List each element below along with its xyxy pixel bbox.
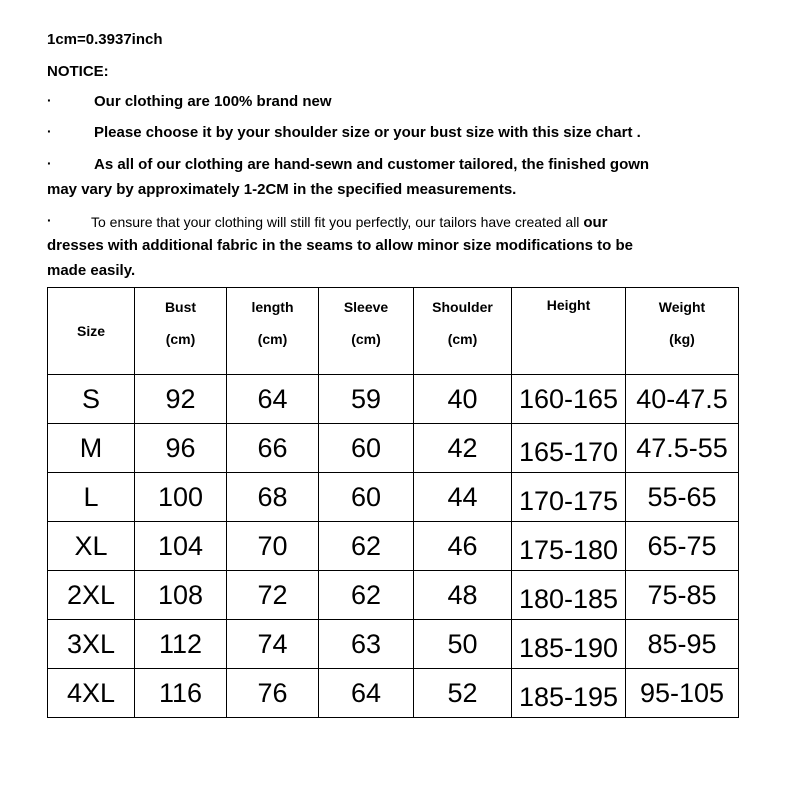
cell-height-value: 185-190 <box>518 633 619 663</box>
cell-weight: 95-105 <box>626 669 739 718</box>
cell-height <box>512 620 626 669</box>
cell-shoulder: 52 <box>414 669 512 718</box>
table-row <box>48 375 739 424</box>
header-size <box>48 288 135 375</box>
cell-shoulder: 42 <box>414 424 512 473</box>
cell-weight: 40-47.5 <box>626 375 739 424</box>
bullet-1: · <box>47 92 52 108</box>
cell-size: 2XL <box>48 571 135 620</box>
header-sleeve <box>319 288 414 375</box>
table-row <box>48 620 739 669</box>
cell-sleeve: 62 <box>319 571 414 620</box>
notice-item-4-bold: our <box>583 214 608 231</box>
cell-length: 68 <box>227 473 319 522</box>
cell-sleeve: 60 <box>319 473 414 522</box>
notice-item-4-line2: dresses with additional fabric in the seams to allow minor size modifications to be <box>47 237 633 254</box>
cell-length: 70 <box>227 522 319 571</box>
cell-length: 74 <box>227 620 319 669</box>
cell-shoulder: 46 <box>414 522 512 571</box>
cell-bust: 108 <box>135 571 227 620</box>
cell-height-value: 180-185 <box>518 584 619 614</box>
cell-height-value: 175-180 <box>518 535 619 565</box>
cell-weight: 47.5-55 <box>626 424 739 473</box>
cell-bust: 116 <box>135 669 227 718</box>
cell-sleeve: 62 <box>319 522 414 571</box>
cell-length: 64 <box>227 375 319 424</box>
table-row <box>48 473 739 522</box>
header-shoulder-unit: (cm) <box>447 331 478 347</box>
notice-item-3: As all of our clothing are hand-sewn and customer tailored, the finished gown <box>94 156 650 173</box>
cell-size: 3XL <box>48 620 135 669</box>
cell-shoulder: 50 <box>414 620 512 669</box>
cell-size: M <box>48 424 135 473</box>
header-weight <box>626 288 739 375</box>
header-shoulder-label: Shoulder <box>432 299 493 315</box>
cell-height <box>512 522 626 571</box>
header-sleeve-label: Sleeve <box>343 299 389 315</box>
cell-size: S <box>48 375 135 424</box>
header-sleeve-unit: (cm) <box>351 331 381 347</box>
bullet-3: · <box>47 155 52 171</box>
cell-length: 66 <box>227 424 319 473</box>
cell-bust: 104 <box>135 522 227 571</box>
notice-item-3-cont: may vary by approximately 1-2CM in the specified measurements. <box>47 181 517 198</box>
cell-weight: 85-95 <box>626 620 739 669</box>
cell-height: 160-165 <box>512 375 626 424</box>
table-row <box>48 669 739 718</box>
cell-sleeve: 64 <box>319 669 414 718</box>
cell-bust: 112 <box>135 620 227 669</box>
header-length-unit: (cm) <box>257 331 288 347</box>
notice-item-4 <box>91 213 607 232</box>
header-shoulder <box>414 288 512 375</box>
cell-bust: 96 <box>135 424 227 473</box>
cell-height <box>512 473 626 522</box>
table-row <box>48 571 739 620</box>
cell-bust: 92 <box>135 375 227 424</box>
header-size-label: Size <box>76 323 105 339</box>
bullet-2: · <box>47 123 52 139</box>
header-bust-label: Bust <box>164 299 197 315</box>
header-length-label: length <box>251 299 294 315</box>
header-weight-label: Weight <box>658 299 706 315</box>
table-row <box>48 522 739 571</box>
table-header-row <box>48 288 739 375</box>
notice-item-2: Please choose it by your shoulder size or your bust size with this size chart . <box>94 124 641 141</box>
cell-size: XL <box>48 522 135 571</box>
header-height-label: Height <box>546 297 591 313</box>
cell-sleeve: 59 <box>319 375 414 424</box>
cell-shoulder: 48 <box>414 571 512 620</box>
size-chart-table <box>47 287 739 718</box>
cell-height-value: 170-175 <box>518 486 619 516</box>
cell-shoulder: 44 <box>414 473 512 522</box>
cell-size: L <box>48 473 135 522</box>
header-bust-unit: (cm) <box>165 331 196 347</box>
cell-height <box>512 424 626 473</box>
cell-height-value: 185-195 <box>518 682 619 712</box>
cell-shoulder: 40 <box>414 375 512 424</box>
notice-item-1: Our clothing are 100% brand new <box>94 93 332 110</box>
cell-length: 72 <box>227 571 319 620</box>
cell-sleeve: 60 <box>319 424 414 473</box>
cell-length: 76 <box>227 669 319 718</box>
bullet-4: · <box>47 212 52 228</box>
header-length <box>227 288 319 375</box>
notice-item-4-light: To ensure that your clothing will still fit you perfectly, our tailors have created all <box>91 214 580 230</box>
cell-height <box>512 669 626 718</box>
cell-height-value: 165-170 <box>518 437 619 467</box>
cell-weight: 65-75 <box>626 522 739 571</box>
cell-sleeve: 63 <box>319 620 414 669</box>
header-height <box>512 288 626 375</box>
unit-conversion: 1cm=0.3937inch <box>47 31 163 48</box>
table-row <box>48 424 739 473</box>
header-weight-unit: (kg) <box>669 331 695 347</box>
cell-bust: 100 <box>135 473 227 522</box>
cell-weight: 55-65 <box>626 473 739 522</box>
notice-item-4-line3: made easily. <box>47 262 136 279</box>
cell-size: 4XL <box>48 669 135 718</box>
cell-weight: 75-85 <box>626 571 739 620</box>
notice-title: NOTICE: <box>47 63 109 80</box>
header-bust <box>135 288 227 375</box>
cell-height <box>512 571 626 620</box>
